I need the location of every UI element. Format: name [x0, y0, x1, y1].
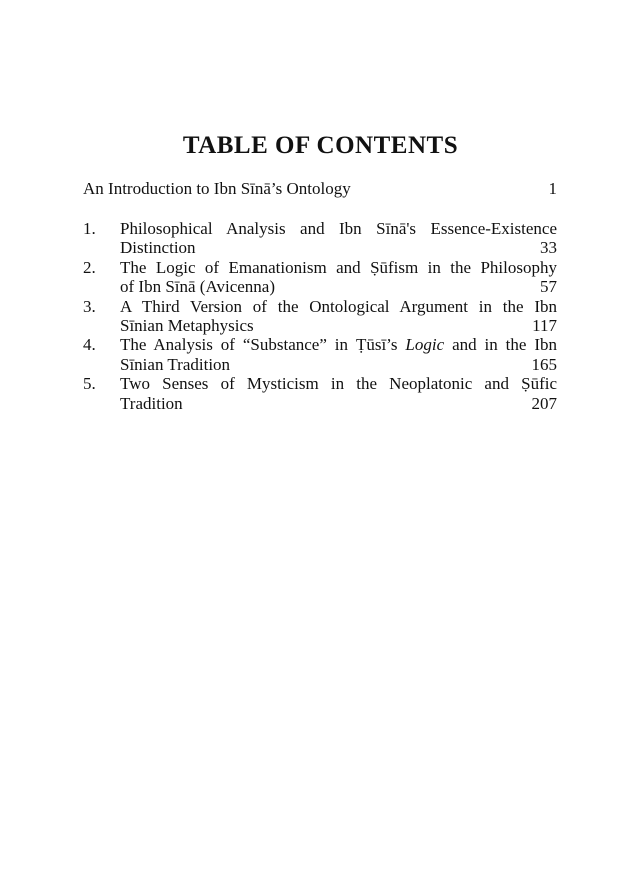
entry-title-line-1: Two Senses of Mysticism in the Neoplatonic and Ṣūfic	[120, 374, 557, 394]
entry-number: 5.	[83, 374, 96, 394]
page-title: TABLE OF CONTENTS	[182, 132, 459, 159]
toc-entry-chapter-2	[83, 258, 557, 297]
toc-chapter-list	[83, 219, 557, 413]
entry-title-line-2: Distinction	[120, 238, 196, 258]
entry-page-number: 1	[548, 179, 557, 198]
entry-title-line-1	[120, 335, 557, 354]
toc-entry-chapter-5	[83, 374, 557, 413]
entry-title-line-1: Philosophical Analysis and Ibn Sīnā's Essence-Existence	[120, 219, 557, 238]
entry-title-line-2: Sīnian Tradition	[120, 354, 231, 374]
entry-page-number: 117	[532, 316, 557, 336]
toc-entry-chapter-3	[83, 297, 557, 336]
entry-page-number: 57	[540, 277, 557, 297]
entry-title-line-2: Sīnian Metaphysics	[120, 316, 254, 336]
entry-title-line-2: of Ibn Sīnā (Avicenna)	[120, 277, 275, 297]
entry-page-number: 207	[531, 393, 557, 413]
entry-number: 2.	[83, 257, 96, 277]
toc-entry-chapter-4	[83, 335, 557, 374]
entry-title-text: and in the Ibn	[444, 335, 557, 355]
toc-entry-introduction	[83, 178, 557, 200]
entry-title: An Introduction to Ibn Sīnā’s Ontology	[83, 179, 351, 198]
entry-title-italic-text: Logic	[405, 335, 445, 355]
entry-number: 4.	[83, 335, 96, 355]
entry-page-number: 165	[531, 354, 557, 374]
entry-title-line-2: Tradition	[120, 393, 183, 413]
entry-page-number: 33	[540, 238, 557, 258]
entry-title-line-1: The Logic of Emanationism and Ṣūfism in the Philosophy	[120, 257, 557, 277]
toc-entry-chapter-1	[83, 219, 557, 258]
entry-number: 3.	[83, 296, 96, 316]
entry-title-text: The Analysis of “Substance” in Ṭūsī’s	[120, 335, 406, 355]
entry-title-line-1: A Third Version of the Ontological Argument in the Ibn	[120, 296, 557, 316]
entry-number: 1.	[83, 219, 96, 238]
